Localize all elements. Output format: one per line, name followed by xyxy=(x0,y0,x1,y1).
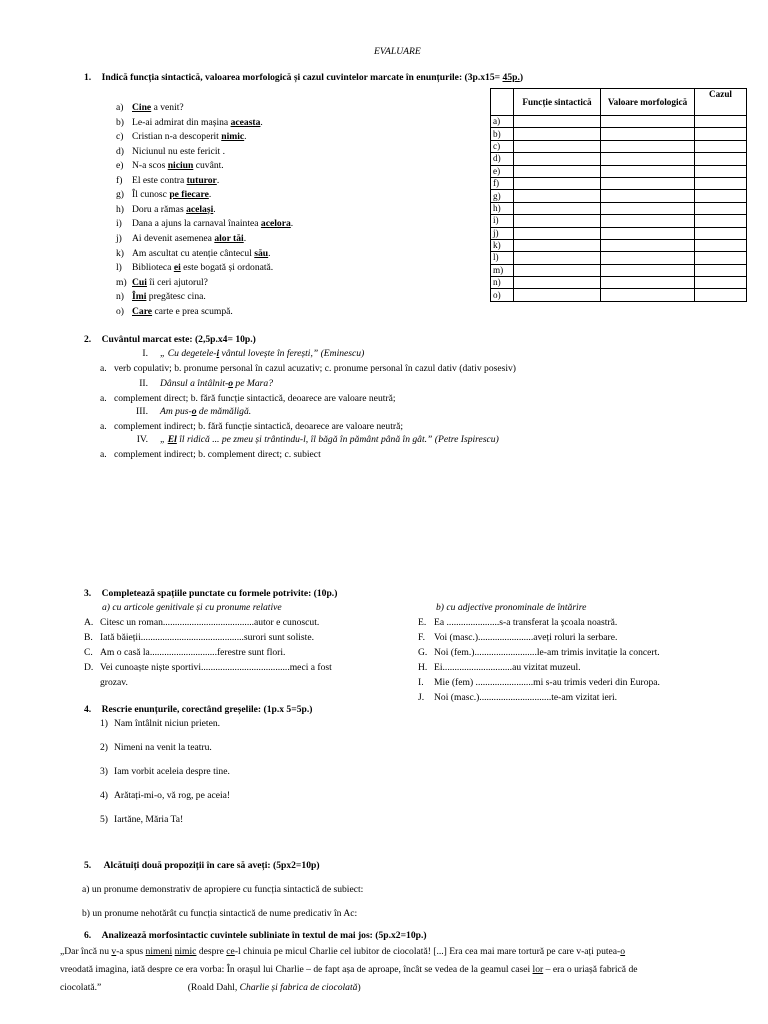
q6-heading xyxy=(84,930,427,942)
q1-answer-cell-valoare[interactable] xyxy=(601,140,695,152)
q5-task-b: b) un pronume nehotărât cu funcția sintactică de nume predicativ în Ac: xyxy=(82,908,358,919)
q5-number: 5. xyxy=(84,860,92,871)
q1-item-text: Am ascultat cu atenție cântecul xyxy=(132,247,255,259)
q2-quote-text: pe Mara? xyxy=(233,378,273,389)
q1-item-text: El este contra xyxy=(132,174,187,186)
q1-marked-word: alor tăi xyxy=(214,232,244,244)
q6-source-book: Charlie și fabrica de ciocolată xyxy=(239,982,358,993)
q1-table-row xyxy=(491,289,747,301)
q1-table-row xyxy=(491,153,747,165)
q1-item-text: Dana a ajuns la carnaval înaintea xyxy=(132,218,261,230)
q1-answer-cell-funct[interactable] xyxy=(514,277,601,289)
q1-marked-word: ei xyxy=(173,262,181,274)
q3-item-text: Mie (fem) ........................mi s-au trimis vederi din Europa. xyxy=(434,677,660,688)
q1-heading xyxy=(84,72,523,84)
q1-item xyxy=(116,204,216,216)
q1-item-letter: f) xyxy=(116,174,123,186)
q1-table-h0 xyxy=(491,89,514,116)
q1-item-letter: b) xyxy=(116,116,124,128)
q1-item-text: Ai devenit asemenea xyxy=(132,232,215,244)
q3-item-letter: F. xyxy=(418,632,425,643)
q1-item-text: Le-ai admirat din mașina xyxy=(132,116,231,128)
q5-title: Alcătuiți două propoziții în care să aveți: (5px2=10p) xyxy=(103,860,320,871)
q1-table-row-label: c) xyxy=(491,140,514,152)
q1-item xyxy=(116,277,208,289)
q1-item xyxy=(116,102,184,114)
q2-option-letter: a. xyxy=(100,392,107,404)
q1-marked-word: acelora xyxy=(260,218,291,230)
q3-right-item xyxy=(418,692,617,704)
q1-item-text: . xyxy=(208,189,212,201)
q3-item-text: Noi (masc.)..............................te-am vizitat ieri. xyxy=(434,692,618,703)
q1-table-row xyxy=(491,116,747,128)
q2-quote-text: îl ridică ... pe zmeu și trântindu-l, îl băgă în pământ până în gât.” (Petre Ispirescu) xyxy=(176,434,499,445)
q3-heading xyxy=(84,588,337,600)
q1-answer-cell-caz[interactable] xyxy=(695,153,747,165)
q1-item xyxy=(116,262,273,274)
q4-item-text: Nimeni na venit la teatru. xyxy=(114,742,212,753)
q1-answer-cell-caz[interactable] xyxy=(695,215,747,227)
q1-table-row-label: d) xyxy=(491,153,514,165)
q1-marked-word: Îmi xyxy=(132,291,147,303)
q3-number: 3. xyxy=(84,588,92,599)
q1-table-row xyxy=(491,177,747,189)
q2-options xyxy=(100,449,321,461)
q1-item-text: . xyxy=(243,232,247,244)
q1-item-letter: d) xyxy=(116,145,124,157)
q6-text: ciocolată.” xyxy=(60,982,102,993)
q1-item-text: a venit? xyxy=(151,102,184,113)
q1-title: Indică funcția sintactică, valoarea morfologică și cazul cuvintelor marcate în enunțurile: (3p.x15= xyxy=(101,72,503,83)
q2-option-letter: a. xyxy=(100,448,107,460)
q1-item-text: pregătesc cina. xyxy=(146,291,206,303)
q2-roman-numeral: II. xyxy=(139,378,148,389)
q3-sub-a: a) cu articole genitivale și cu pronume relative xyxy=(102,602,282,613)
q1-answer-cell-valoare[interactable] xyxy=(601,177,695,189)
q1-marked-word: Cui xyxy=(132,276,147,288)
q4-item-number: 1) xyxy=(100,718,108,729)
q1-marked-word: său xyxy=(254,247,269,259)
q1-table-row xyxy=(491,227,747,239)
q1-item xyxy=(116,131,247,143)
q1-marked-word: tuturor xyxy=(186,174,217,186)
q1-item-text: Îl cunosc xyxy=(132,189,170,201)
q3-item-text: Citesc un roman......................................autor e cunoscut. xyxy=(100,617,320,628)
q1-answer-cell-funct[interactable] xyxy=(514,215,601,227)
q1-item-letter: a) xyxy=(116,102,124,113)
q3-item-text: Ei.............................au vizitat muzeul. xyxy=(434,662,581,673)
q2-option-text: complement direct; b. fără funcție sintactică, deoarece are valoare neutră; xyxy=(114,392,396,404)
q1-answer-cell-funct[interactable] xyxy=(514,289,601,301)
q1-marked-word: pe fiecare xyxy=(169,189,209,201)
q1-answer-cell-caz[interactable] xyxy=(695,227,747,239)
q1-answer-cell-funct[interactable] xyxy=(514,264,601,276)
q5-task-a: a) un pronume demonstrativ de apropiere cu funcția sintactică de subiect: xyxy=(82,884,364,895)
q6-underlined-word: nimeni xyxy=(145,946,173,957)
q2-quote xyxy=(122,434,499,446)
q3-item-text: Iată băieții...........................................surori sunt soliste. xyxy=(100,632,314,643)
q1-answer-cell-caz[interactable] xyxy=(695,252,747,264)
q1-item-text: este bogată și ordonată. xyxy=(180,262,274,274)
q1-answer-cell-valoare[interactable] xyxy=(601,128,695,140)
q2-option-text: verb copulativ; b. pronume personal în cazul acuzativ; c. pronume personal în cazul dativ (dativ posesiv) xyxy=(114,362,517,374)
q3-item-text: Am o casă la............................ferestre sunt flori. xyxy=(100,647,286,658)
q6-text: despre xyxy=(196,946,227,957)
q4-item-text: Nam întâlnit niciun prieten. xyxy=(114,718,221,729)
q1-item-text: . xyxy=(244,131,247,143)
q1-table-row-label: i) xyxy=(491,215,514,227)
q1-table-row-label: e) xyxy=(491,165,514,177)
page-title: EVALUARE xyxy=(374,46,421,57)
q1-answer-cell-funct[interactable] xyxy=(514,140,601,152)
q3-left-item xyxy=(84,647,285,659)
q1-table-row xyxy=(491,165,747,177)
q1-table-h1: Funcție sintactică xyxy=(514,89,601,116)
q6-text-line-1 xyxy=(60,946,625,958)
q4-title: Rescrie enunțurile, corectând greșelile: (1p.x 5=5p.) xyxy=(101,704,313,715)
q6-text: „Dar încă nu xyxy=(60,946,112,957)
q1-answer-cell-valoare[interactable] xyxy=(601,116,695,128)
q3-item-letter: E. xyxy=(418,617,427,628)
q1-answer-cell-valoare[interactable] xyxy=(601,202,695,214)
q1-answer-cell-caz[interactable] xyxy=(695,177,747,189)
q3-item-letter: J. xyxy=(418,692,425,703)
q1-item-letter: j) xyxy=(116,232,122,244)
q3-item-letter: H. xyxy=(418,662,428,673)
q2-number: 2. xyxy=(84,334,92,345)
q1-item-text: . xyxy=(213,203,216,215)
q1-table-h2: Valoare morfologică xyxy=(601,89,695,116)
q2-heading xyxy=(84,334,256,346)
q2-options xyxy=(100,363,516,375)
q1-marked-word: aceasta xyxy=(230,116,261,128)
q2-quote-text: Am pus- xyxy=(160,406,192,417)
q1-item-letter: k) xyxy=(116,247,124,259)
q2-quote-text: de mămăligă. xyxy=(196,406,252,417)
q6-text: -l chinuia pe micul Charlie cel iubitor de ciocolată! [...] Era cea mai mare tortură pe care v-ați putea- xyxy=(234,946,621,957)
q1-answer-cell-funct[interactable] xyxy=(514,190,601,202)
q2-quote xyxy=(122,378,273,390)
q2-quote-text: Dânsul a întâlnit- xyxy=(160,378,229,389)
q3-item-text: Voi (masc.).......................aveți roluri la serbare. xyxy=(434,632,618,643)
q1-item xyxy=(116,117,263,129)
q1-item-text: . xyxy=(260,116,263,128)
q2-quote-text: „ Cu degetele- xyxy=(160,348,217,359)
q1-table-row-label: a) xyxy=(491,116,514,128)
q4-item-text: Arătați-mi-o, vă rog, pe aceia! xyxy=(114,790,231,801)
q2-marked-word: o xyxy=(228,378,234,389)
q4-item-number: 2) xyxy=(100,742,108,753)
q1-answer-cell-caz[interactable] xyxy=(695,264,747,276)
q6-source: (Roald Dahl, xyxy=(187,982,240,993)
q3-item-letter: I. xyxy=(418,677,424,688)
q4-item-text: Iartăne, Măria Ta! xyxy=(114,814,184,825)
q1-table-row xyxy=(491,239,747,251)
q1-marked-word: același xyxy=(186,203,214,215)
q3-item-letter: D. xyxy=(84,662,94,673)
q2-quote xyxy=(122,348,364,360)
q6-text-line-2 xyxy=(60,964,638,976)
q1-table-row xyxy=(491,252,747,264)
q1-answer-cell-caz[interactable] xyxy=(695,116,747,128)
q2-option-text: complement indirect; b. fără funcție sintactică, deoarece are valoare neutră; xyxy=(114,420,403,432)
q1-table-row-label: g) xyxy=(491,190,514,202)
q1-table-row-label: n) xyxy=(491,277,514,289)
q1-item-letter: o) xyxy=(116,305,124,317)
q1-item xyxy=(116,160,224,172)
q1-answer-cell-valoare[interactable] xyxy=(601,227,695,239)
q6-title: Analizează morfosintactic cuvintele subliniate în textul de mai jos: (5p.x2=10p.) xyxy=(101,930,427,941)
q4-item-number: 4) xyxy=(100,790,108,801)
q1-item xyxy=(116,291,206,303)
q1-table-row-label: o) xyxy=(491,289,514,301)
q1-item-letter: g) xyxy=(116,189,124,201)
q2-option-text: complement indirect; b. complement direct; c. subiect xyxy=(114,448,321,460)
q3-left-item xyxy=(84,617,319,629)
q6-underlined-word: v xyxy=(111,946,117,957)
q1-answer-cell-funct[interactable] xyxy=(514,165,601,177)
q1-answer-cell-funct[interactable] xyxy=(514,116,601,128)
q1-table-row-label: m) xyxy=(491,264,514,276)
q1-item-text: N-a scos xyxy=(132,160,168,172)
q1-table-row-label: k) xyxy=(491,239,514,251)
q6-underlined-word: lor xyxy=(532,964,544,975)
q1-answer-cell-valoare[interactable] xyxy=(601,252,695,264)
q1-table-row xyxy=(491,277,747,289)
q1-answer-cell-caz[interactable] xyxy=(695,128,747,140)
q1-item-letter: h) xyxy=(116,203,124,215)
q1-answer-cell-valoare[interactable] xyxy=(601,190,695,202)
q6-underlined-word: nimic xyxy=(174,946,197,957)
q1-answer-cell-funct[interactable] xyxy=(514,202,601,214)
q1-item-text: . xyxy=(216,174,220,186)
q6-underlined-word: o xyxy=(620,946,626,957)
q4-item xyxy=(100,790,230,802)
q4-item-text: Iam vorbit aceleia despre tine. xyxy=(114,766,230,777)
q1-points: 45p. xyxy=(502,72,520,83)
q2-options xyxy=(100,421,403,433)
q1-answer-cell-funct[interactable] xyxy=(514,252,601,264)
q4-item xyxy=(100,766,230,778)
q3-left-item xyxy=(84,632,314,644)
q1-item-text: îi ceri ajutorul? xyxy=(146,276,208,288)
q1-answer-cell-valoare[interactable] xyxy=(601,215,695,227)
q2-quote-text: „ xyxy=(160,434,168,445)
q6-text: vreodată imagina, iată despre ce era vorba: În orașul lui Charlie – de fapt așa de aproape, încât se vedea de la geamul casei xyxy=(60,964,533,975)
q2-quote xyxy=(122,406,251,418)
q3-right-item xyxy=(418,632,617,644)
q1-answer-cell-valoare[interactable] xyxy=(601,289,695,301)
q1-item-text: Doru a rămas xyxy=(132,203,187,215)
q2-marked-word: o xyxy=(191,406,197,417)
q4-heading xyxy=(84,704,312,716)
q3-right-item xyxy=(418,662,581,674)
q1-item-letter: c) xyxy=(116,131,124,143)
q1-table-row-label: f) xyxy=(491,177,514,189)
q1-table-h3: Cazul xyxy=(695,89,747,116)
q1-table-row-label: b) xyxy=(491,128,514,140)
q3-item-letter: C. xyxy=(84,647,93,658)
q1-answer-cell-caz[interactable] xyxy=(695,289,747,301)
q1-answer-cell-caz[interactable] xyxy=(695,190,747,202)
q3-item-letter: G. xyxy=(418,647,428,658)
q1-item-letter: n) xyxy=(116,291,124,303)
q2-roman-numeral: I. xyxy=(142,348,148,359)
q6-number: 6. xyxy=(84,930,92,941)
q1-item-text: Cristian n-a descoperit xyxy=(132,131,222,143)
q1-answer-cell-caz[interactable] xyxy=(695,239,747,251)
q1-answer-cell-caz[interactable] xyxy=(695,165,747,177)
q1-item xyxy=(116,175,219,187)
q1-item-letter: m) xyxy=(116,276,127,288)
q1-item-letter: i) xyxy=(116,218,122,230)
q1-answer-cell-caz[interactable] xyxy=(695,140,747,152)
q1-table-row xyxy=(491,128,747,140)
q4-number: 4. xyxy=(84,704,92,715)
q6-text-line-3 xyxy=(60,982,361,994)
q2-option-letter: a. xyxy=(100,420,107,432)
q1-item xyxy=(116,248,271,260)
q2-quote-text: vântul lovește în ferești,” (Eminescu) xyxy=(219,348,365,359)
q1-item-text: Niciunul nu este fericit . xyxy=(132,145,225,157)
q1-answer-cell-caz[interactable] xyxy=(695,277,747,289)
q3-item-text: Vei cunoaște niște sportivi.....................................meci a fost xyxy=(100,662,332,673)
q1-answer-cell-caz[interactable] xyxy=(695,202,747,214)
q1-table-row xyxy=(491,202,747,214)
q1-answer-cell-funct[interactable] xyxy=(514,177,601,189)
q3-left-continuation: grozav. xyxy=(100,677,128,688)
q2-roman-numeral: IV. xyxy=(136,434,148,445)
q1-table-row-label: l) xyxy=(491,252,514,264)
q3-left-item xyxy=(84,662,332,674)
q1-answer-cell-valoare[interactable] xyxy=(601,277,695,289)
q3-item-text: Ea ......................s-a transferat la școala noastră. xyxy=(434,617,618,628)
q4-item-number: 3) xyxy=(100,766,108,777)
q4-item xyxy=(100,718,220,730)
q1-answer-cell-funct[interactable] xyxy=(514,239,601,251)
q1-item xyxy=(116,233,246,245)
q6-underlined-word: ce xyxy=(226,946,235,957)
q1-item-letter: l) xyxy=(116,262,122,274)
q3-right-item xyxy=(418,677,660,689)
q1-table-row xyxy=(491,190,747,202)
q5-heading xyxy=(84,860,320,872)
q3-item-letter: B. xyxy=(84,632,93,643)
q1-answer-table xyxy=(490,88,747,302)
q1-answer-cell-valoare[interactable] xyxy=(601,264,695,276)
q1-marked-word: niciun xyxy=(167,160,194,172)
q2-marked-word: i xyxy=(216,348,220,359)
q3-sub-b: b) cu adjective pronominale de întărire xyxy=(436,602,587,613)
q4-item xyxy=(100,814,183,826)
q1-table-row xyxy=(491,264,747,276)
q3-right-item xyxy=(418,617,617,629)
q1-item-text: . xyxy=(268,247,271,259)
q1-answer-cell-valoare[interactable] xyxy=(601,165,695,177)
q6-text: -a spus xyxy=(116,946,146,957)
q2-title: Cuvântul marcat este: (2,5p.x4= 10p.) xyxy=(101,334,256,345)
q3-item-text: Noi (fem.)..........................le-am trimis invitație la concert. xyxy=(434,647,660,658)
q1-item-text: . xyxy=(290,218,294,230)
q1-item-letter: e) xyxy=(116,160,124,172)
q1-answer-cell-valoare[interactable] xyxy=(601,239,695,251)
q2-options xyxy=(100,393,396,405)
q1-table-row xyxy=(491,140,747,152)
q6-text: – era o uriașă fabrică de xyxy=(543,964,638,975)
q1-table-row xyxy=(491,215,747,227)
q2-marked-word: El xyxy=(167,434,177,445)
q4-item-number: 5) xyxy=(100,814,108,825)
q6-source-end: ) xyxy=(357,982,361,993)
q1-table-row-label: h) xyxy=(491,202,514,214)
q1-answer-cell-funct[interactable] xyxy=(514,227,601,239)
q2-roman-numeral: III. xyxy=(136,406,148,417)
q3-item-letter: A. xyxy=(84,617,94,628)
q1-item xyxy=(116,189,211,201)
q1-answer-cell-funct[interactable] xyxy=(514,128,601,140)
q1-marked-word: Care xyxy=(132,305,153,317)
q1-answer-cell-funct[interactable] xyxy=(514,153,601,165)
q1-marked-word: Cine xyxy=(132,102,152,113)
q1-item xyxy=(116,218,293,230)
q1-item xyxy=(116,146,225,158)
q1-answer-cell-valoare[interactable] xyxy=(601,153,695,165)
q1-table-header xyxy=(491,89,747,116)
q1-item-text: cuvânt. xyxy=(193,160,224,172)
q3-right-item xyxy=(418,647,660,659)
q1-marked-word: nimic xyxy=(221,131,245,143)
q1-item xyxy=(116,306,233,318)
q1-item-text: carte e prea scumpă. xyxy=(152,305,233,317)
q2-option-letter: a. xyxy=(100,362,107,374)
q1-title-end: ) xyxy=(519,72,524,83)
q1-item-text: Biblioteca xyxy=(132,262,174,274)
q4-item xyxy=(100,742,212,754)
q1-number: 1. xyxy=(84,72,92,83)
q1-table-row-label: j) xyxy=(491,227,514,239)
q3-title: Completează spațiile punctate cu formele potrivite: (10p.) xyxy=(101,588,338,599)
